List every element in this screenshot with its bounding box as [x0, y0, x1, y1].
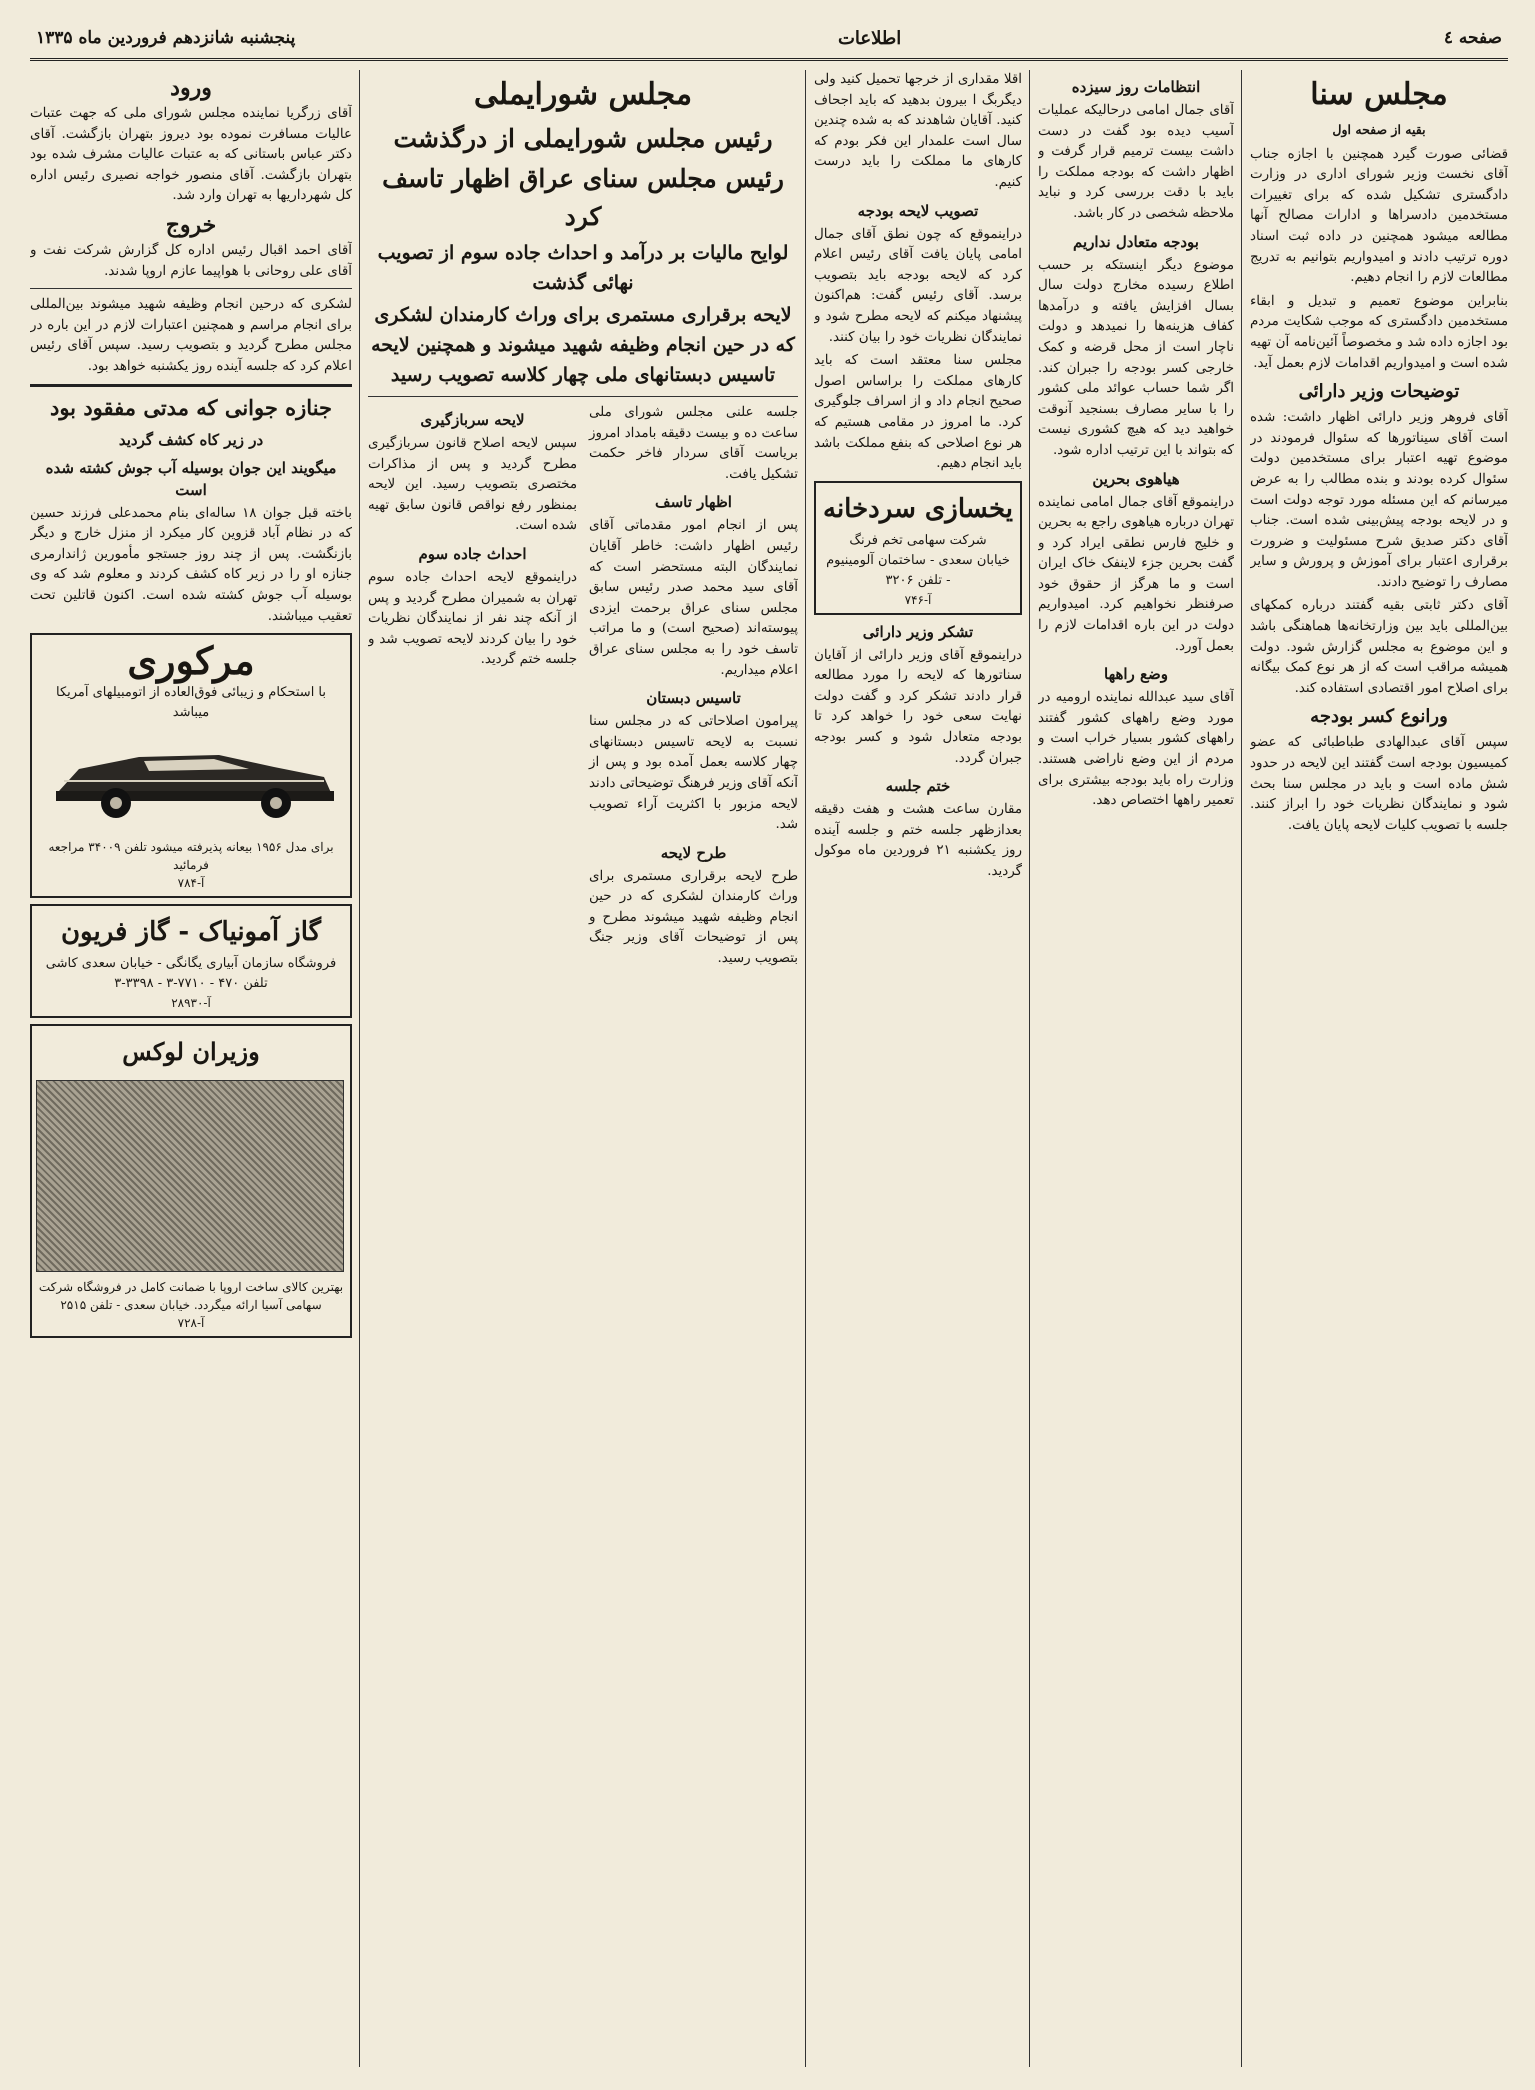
- lux-ad-title: وزیران لوکس: [122, 1036, 260, 1066]
- section-subtitle: وضع راهها: [1104, 665, 1168, 684]
- section-subtitle: احداث جاده سوم: [418, 544, 527, 563]
- arrival-title: ورود: [170, 75, 212, 101]
- mercury-ad-title: مرکوری: [127, 638, 255, 684]
- shura-article: [368, 70, 798, 2073]
- funeral-body: باخته قبل جوان ۱۸ ساله‌ای بنام محمدعلی فرزند حسین که در نظام آباد قزوین کار میکرد از منزل خارج و دیگر بازنگشت. پس از چند روز جستجو مأمورین ژاندارمری جنازه او را در زیر کاه کشف کردند و معلوم شد که وی بوسیله آب جوش کشته شده است. اکنون قاتلین تحت تعقیب میباشند.: [30, 505, 352, 624]
- newspaper-page: [30, 18, 1508, 2073]
- senate-paragraph: آقای دکتر ثابتی بقیه گفتند درباره کمکهای بین‌المللی باید بین وزارتخانه‌ها هماهنگی باشد و این موضوع به مجلس گزارش شود. دولت همیشه مراقب است که از هر نوع کمک بیگانه برای اصلاح امور اقتصادی استفاده کند.: [1250, 598, 1508, 696]
- lux-ad-code: آ-۷۲۸: [177, 1315, 205, 1330]
- section-subtitle: اظهار تاسف: [655, 493, 732, 512]
- car-illustration: [44, 729, 344, 824]
- departure-body: آقای احمد اقبال رئیس اداره کل گزارش شرکت نفت و آقای علی روحانی با هواپیما عازم اروپا شدند.: [30, 242, 352, 279]
- senate-intro: قضائی صورت گیرد همچنین با اجازه جناب آقای نخست وزیر شورای اداری در وزارت دادگستری تشکیل شده که برای تغییرات مستخدمین دادسراها و ادارات مصالح آنها مطالعه میشود همچنین در داده ثبت اسناد دوره ترتیب دادند و امیدواریم بتوانیم به تدریج مطالعات لازم را انجام دهیم.: [1250, 146, 1508, 286]
- section-subtitle: لایحه سربازگیری: [420, 411, 525, 429]
- shura-lead: جلسه علنی مجلس شورای ملی ساعت ده و بیست دقیقه بامداد امروز بریاست آقای سردار فاخر حکمت تشکیل یافت.: [589, 405, 798, 482]
- departure-title: خروج: [165, 211, 217, 238]
- gas-ad-address: فروشگاه سازمان آبیاری یگانگی - خیابان سعدی کاشی: [45, 955, 337, 971]
- section-body: مجلس سنا معتقد است که باید کارهای مملکت را براساس اصول صحیح انجام داد و از اسراف جلوگیری کرد. ما امروز در مقامی هستیم که هر نوع اصلاحی که بنفع مملکت باشد باید انجام دهیم.: [814, 353, 1022, 472]
- gas-ad: [30, 904, 352, 1018]
- ice-ad-address: خیابان سعدی - ساختمان آلومینیوم - تلفن ۳۲۰۶: [826, 552, 1010, 588]
- mercury-ad-code: آ-۷۸۴: [177, 875, 205, 890]
- gas-ad-title: گاز آمونیاک - گاز فریون: [60, 916, 322, 947]
- section-body: دراینموقع آقای وزیر دارائی از آقایان سناتورها که لایحه را مورد مطالعه قرار دادند تشکر کرد و گفت دولت نهایت سعی خود را خواهد کرد تا بودجه متعادل شود و کسر بودجه جبران گردد.: [814, 647, 1022, 766]
- column-rule: [1241, 70, 1242, 2067]
- mercury-ad: [30, 633, 352, 898]
- funeral-headline: جنازه جوانی که مدتی مفقود بود: [49, 394, 333, 420]
- arrival-body: آقای زرگریا نماینده مجلس شورای ملی که جهت عتبات عالیات مسافرت نموده بود دیروز بتهران بازگشت. آقای دکتر عباس باستانی که به عتبات عالیات مشرف شده بود بتهران بازگشت. آقای منصور خواجه نصیری رئیس اداره کل شهرداریها به تهران وارد شد.: [30, 106, 352, 204]
- section-body: دراینموقع آقای جمال امامی نماینده تهران درباره هیاهوی راجع به بحرین و خلیج فارس نطقی ایراد کرد و گفت بحرین جزء لاینفک خاک ایران است و ما هرگز از حقوق خود صرفنظر نخواهیم کرد. امیدواریم دولت در این باره اقدامات لازم را بعمل آورد.: [1038, 494, 1234, 654]
- shura-subcolumns: [368, 403, 798, 973]
- section-body: آقای سید عبدالله نماینده ارومیه در مورد وضع راههای کشور گفتند راههای کشور بسیار خراب است و مردم از این وضع ناراضی هستند. وزارت راه باید بودجه بیشتری برای تعمیر راهها اختصاص دهد.: [1038, 690, 1234, 809]
- funeral-subhead-2: میگویند این جوان بوسیله آب جوش کشته شده است: [45, 458, 337, 499]
- section-body: لشکری که درحین انجام وظیفه شهید میشوند بین‌المللی برای انجام مراسم و همچنین اعتبارات لازم در این باره در مجلس مطرح گردید و بتصویب رسید. سپس آقای رئیس اعلام کرد که جلسه آینده روز یکشنبه خواهد بود.: [30, 297, 352, 374]
- budget-deficit-subtitle: ورانوع کسر بودجه: [1310, 706, 1448, 728]
- section-body: مقارن ساعت هشت و هفت دقیقه بعدازظهر جلسه ختم و جلسه آینده روز یکشنبه ۲۱ فروردین ماه موکول گردید.: [814, 802, 1022, 880]
- shura-title: مجلس شورایملی: [473, 77, 693, 112]
- shura-subcolumn-right: [589, 403, 798, 973]
- section-subtitle: هیاهوی بحرین: [1092, 469, 1180, 488]
- section-body: پیرامون اصلاحاتی که در مجلس سنا نسبت به لایحه تاسیس دبستانهای چهار کلاسه بعمل آمده بود و پس از آنکه آقای وزیر فرهنگ توضیحاتی دادند لایحه مزبور با اکثریت آراء تصویب شد.: [589, 714, 798, 833]
- section-subtitle: تشکر وزیر دارائی: [862, 622, 974, 641]
- page-number: صفحه ٤: [1443, 28, 1502, 48]
- section-body: سپس لایحه اصلاح قانون سربازگیری مطرح گردید و پس از مذاکرات مختصری بتصویب رسید. این لایحه بمنظور رفع نواقص قانون سابق تهیه شده است.: [368, 436, 577, 534]
- divider: [368, 396, 798, 397]
- paper-name: اطلاعات: [837, 27, 902, 49]
- section-body: طرح لایحه برقراری مستمری برای وراث کارمندان لشکری که در حین انجام وظیفه شهید میشوند مطرح و پس از توضیحات آقای وزیر جنگ بتصویب رسید.: [589, 868, 798, 967]
- section-subtitle: تاسیس دبستان: [646, 689, 741, 708]
- continuation-note: بقیه از صفحه اول: [1332, 122, 1426, 137]
- issue-date: پنجشنبه شانزدهم فروردین ماه ۱۳۳۵: [36, 28, 296, 48]
- section-body: پس از انجام امور مقدماتی آقای رئیس اظهار داشت: خاطر آقایان نمایندگان البته مستحضر است که آقای سید محمد صدر رئیس سابق مجلس سنای عراق برحمت ایزدی پیوسته‌اند (صحیح است) و ما مراتب تاسف خود را به مجلس سنای عراق اعلام میداریم.: [589, 518, 798, 678]
- column-rule: [359, 70, 360, 2067]
- section-subtitle: تصویب لایحه بودجه: [857, 201, 979, 220]
- budget-deficit-body: سپس آقای عبدالهادی طباطبائی که عضو کمیسیون بودجه است گفتند این لایحه در حدود شش ماده است و باید در مجلس سنا بحث شود و نمایندگان نظریات خود را ابراز کنند. جلسه با تصویب کلیات لایحه پایان یافت.: [1250, 735, 1508, 833]
- sessions-column: [1038, 70, 1234, 2073]
- section-subtitle: بودجه متعادل نداریم: [1073, 232, 1199, 251]
- column-rule: [1029, 70, 1030, 2067]
- section-subtitle: انتظامات روز سیزده: [1071, 78, 1201, 96]
- shura-headline-2: رئیس مجلس سنای عراق اظهار تاسف کرد: [382, 164, 784, 231]
- ice-ad-subtitle: شرکت سهامی تخم فرنگ: [849, 532, 987, 548]
- mercury-ad-body: برای مدل ۱۹۵۶ بیعانه پذیرفته میشود تلفن ۳۴۰۰۹ مراجعه فرمائید: [48, 839, 334, 872]
- section-body: اقلا مقداری از خرجها تحمیل کنید ولی دیگربگ ا بیرون بدهید که باید اجحاف کنید. آقایان شاهدند که به شده چندین سال است علمدار این فکر بودم که کارهای ما مملکت را باید درست کنیم.: [814, 72, 1022, 190]
- mercury-ad-tagline: با استحکام و زیبائی فوق‌العاده از اتومبیلهای آمریکا میباشد: [55, 685, 327, 721]
- shura-subcolumn-left: [368, 403, 577, 973]
- senate-column: [1250, 70, 1508, 2073]
- section-subtitle: طرح لایحه: [660, 843, 727, 862]
- lux-ad: [30, 1024, 352, 1338]
- divider: [30, 288, 352, 289]
- product-photo: [36, 1080, 344, 1272]
- middle-column: [814, 70, 1022, 2073]
- section-subtitle: ختم جلسه: [885, 777, 951, 796]
- column-rule: [805, 70, 806, 2067]
- ice-ad-title: یخسازی سردخانه: [823, 493, 1013, 524]
- section-body: دراینموقع لایحه احداث جاده سوم تهران به شمیران مطرح گردید و پس از آنکه چند نفر از نمایندگان نظریات خود را بیان کردند لایحه تصویب شد و جلسه ختم گردید.: [368, 569, 577, 668]
- shura-headline-1: رئیس مجلس شورایملی از درگذشت: [393, 124, 773, 153]
- section-body: دراینموقع که چون نطق آقای جمال امامی پایان یافت آقای رئیس اعلام کرد که لایحه بودجه باید بتصویب برسد. آقای رئیس گفت: هم‌اکنون پیشنهاد میکنم که لایحه مطرح شود و نمایندگان نظریات خود را بیان کنند.: [814, 226, 1022, 345]
- section-body: آقای جمال امامی درحالیکه عملیات آسیب دیده بود گفت در دست داشت بیست ترمیم قرار گرفت و اظهار داشت که بودجه مملکت را باید با دقت بررسی کرد و نباید ملاحظه شخصی در کار باشد.: [1038, 103, 1234, 221]
- lux-ad-body: بهترین کالای ساخت اروپا با ضمانت کامل در فروشگاه شرکت سهامی آسیا ارائه میگردد. خیابان سعدی - تلفن ۲۵۱۵: [38, 1279, 344, 1312]
- gas-ad-code: آ-۲۸۹۳۰: [171, 995, 211, 1010]
- shura-deck-2: لایحه برقراری مستمری برای وراث کارمندان لشکری که در حین انجام وظیفه شهید میشوند و همچنین لایحه تاسیس دبستانهای ملی چهار کلاسه تصویب رسید: [371, 304, 795, 386]
- funeral-subhead-1: در زیر کاه کشف گردید: [118, 430, 264, 449]
- senate-paragraph: بنابراین موضوع تعمیم و تبدیل و ابقاء مستخدمین دادگستری که موجب شکایت مردم بود اجازه داده شد و مخصوصاً آئین‌نامه آن تهیه شده است و امیدواریم اقدامات لازم بعمل آید.: [1250, 293, 1508, 371]
- ice-ad-code: آ-۷۴۶: [904, 592, 932, 607]
- senate-title: مجلس سنا: [1310, 77, 1448, 112]
- left-column: [30, 70, 352, 2073]
- ice-factory-ad: [814, 481, 1022, 615]
- shura-deck-1: لوایح مالیات بر درآمد و احداث جاده سوم از تصویب نهائی گذشت: [377, 242, 789, 294]
- gas-ad-phone: تلفن ۴۷۰ - ۷۷۱۰-۳ - ۳۳۹۸-۳: [114, 975, 268, 991]
- divider: [30, 384, 352, 387]
- finance-minister-subtitle: توضیحات وزیر دارائی: [1298, 381, 1460, 403]
- section-body: موضوع دیگر اینستکه بر حسب اطلاع رسیده مخارج دولت سال بسال افزایش یافته و درآمدها کفاف هزینه‌ها را نمیدهد و دولت ناچار است از محل قرضه و کمک خارجی کسر بودجه را جبران کند. اگر شما حساب عوائد ملی کشور را با سایر مصارف بسنجید آنوقت خواهید دید که هیچ کشوری نیست که بتواند با این ترتیب اداره شود.: [1038, 257, 1234, 458]
- page-header: [30, 18, 1508, 61]
- finance-minister-body: آقای فروهر وزیر دارائی اظهار داشت: شده است آقای سیناتورها که سئوال فرمودند در موضوع تهیه اعتبار برای مستخدمین دولت سئوال کرده بودند و بنده مطالب را به عرض میرسانم که این مسئله مورد توجه دولت است و در لایحه بودجه پیش‌بینی شده است. جناب آقای دکتر صدیق شرح مسئولیت و ضرورت برقراری اعتبار برای آموزش و پرورش و سایر مصارف را توضیح دادند.: [1250, 410, 1508, 590]
